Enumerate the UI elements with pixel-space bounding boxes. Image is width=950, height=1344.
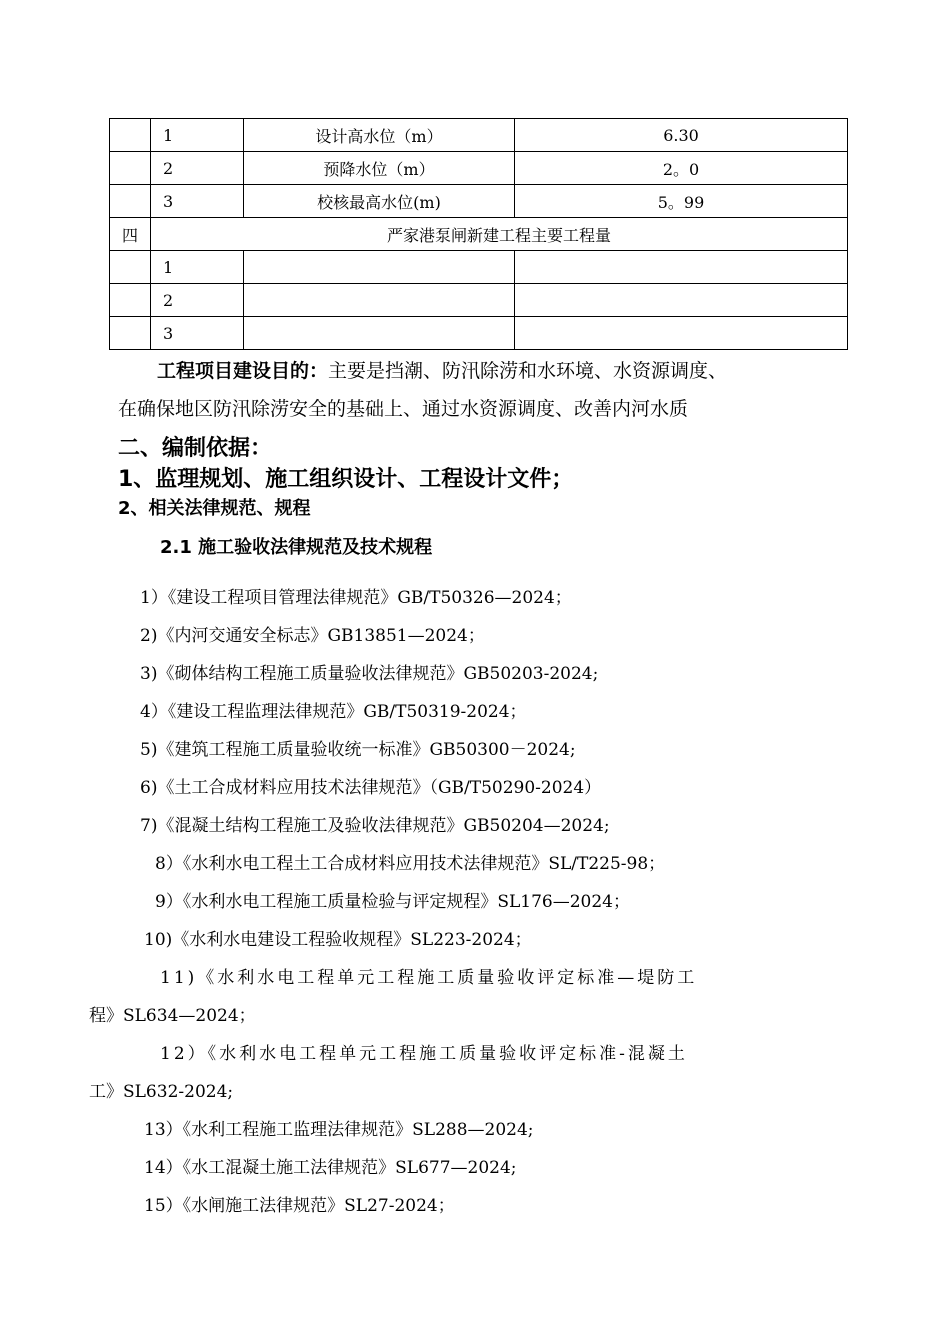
table-cell	[244, 284, 515, 317]
table-cell: 预降水位（m）	[244, 152, 515, 185]
table-cell	[515, 251, 848, 284]
reference-item: 13）《水利工程施工监理法律规范》SL288—2024;	[144, 1120, 534, 1140]
basis-item-2: 2、相关法律规范、规程	[118, 498, 311, 519]
table-cell: 1	[151, 251, 244, 284]
table-cell	[110, 284, 151, 317]
table-cell: 5。99	[515, 185, 848, 218]
reference-item: 2)《内河交通安全标志》GB13851—2024；	[140, 626, 485, 646]
table-cell	[110, 317, 151, 350]
purpose-label: 工程项目建设目的：	[157, 360, 329, 382]
table-cell: 3	[151, 317, 244, 350]
table-row	[110, 317, 848, 350]
subsection-heading: 2.1 施工验收法律规范及技术规程	[160, 537, 433, 558]
table-cell	[515, 317, 848, 350]
table-row	[110, 185, 848, 218]
reference-item: 8）《水利水电工程土工合成材料应用技术法律规范》SL/T225-98；	[155, 854, 666, 874]
table-cell: 1	[151, 119, 244, 152]
table-cell	[110, 185, 151, 218]
table-section-row	[110, 218, 848, 251]
table-cell	[110, 152, 151, 185]
table-row	[110, 251, 848, 284]
table-cell	[110, 251, 151, 284]
reference-item: 4）《建设工程监理法律规范》GB/T50319-2024；	[140, 702, 527, 722]
table-row	[110, 284, 848, 317]
table-cell: 校核最高水位(m)	[244, 185, 515, 218]
purpose-paragraph-line2: 在确保地区防汛除涝安全的基础上、通过水资源调度、改善内河水质	[118, 398, 689, 420]
table-cell	[515, 284, 848, 317]
reference-item: 11)《水利水电工程单元工程施工质量验收评定标准—堤防工	[160, 968, 698, 988]
reference-item-continued: 工》SL632-2024;	[89, 1082, 234, 1102]
reference-item: 12）《水利水电工程单元工程施工质量验收评定标准-混凝土	[160, 1044, 688, 1064]
table-cell	[110, 119, 151, 152]
table-cell: 设计高水位（m）	[244, 119, 515, 152]
table-cell: 2	[151, 152, 244, 185]
reference-item: 3)《砌体结构工程施工质量验收法律规范》GB50203-2024;	[140, 664, 599, 684]
purpose-text: 主要是挡潮、防汛除涝和水环境、水资源调度、	[328, 360, 728, 382]
reference-item: 1）《建设工程项目管理法律规范》GB/T50326—2024；	[140, 588, 572, 608]
reference-item: 15）《水闸施工法律规范》SL27-2024；	[144, 1196, 455, 1216]
table-cell	[244, 317, 515, 350]
table-section-title: 严家港泵闸新建工程主要工程量	[151, 218, 848, 251]
table-cell	[244, 251, 515, 284]
table-cell: 3	[151, 185, 244, 218]
table-cell: 2。0	[515, 152, 848, 185]
reference-item: 9）《水利水电工程施工质量检验与评定规程》SL176—2024；	[155, 892, 630, 912]
purpose-paragraph	[157, 356, 727, 383]
reference-item: 10)《水利水电建设工程验收规程》SL223-2024；	[144, 930, 532, 950]
reference-item: 6)《土工合成材料应用技术法律规范》（GB/T50290-2024）	[140, 778, 602, 798]
basis-item-1: 1、监理规划、施工组织设计、工程设计文件；	[118, 467, 574, 492]
table-row	[110, 152, 848, 185]
table-cell: 6.30	[515, 119, 848, 152]
reference-item: 7)《混凝土结构工程施工及验收法律规范》GB50204—2024;	[140, 816, 610, 836]
table-cell: 四	[110, 218, 151, 251]
engineering-data-table	[109, 118, 848, 350]
reference-item-continued: 程》SL634—2024；	[89, 1006, 256, 1026]
reference-item: 5)《建筑工程施工质量验收统一标准》GB50300－2024;	[140, 740, 576, 760]
table-row	[110, 119, 848, 152]
section-heading: 二、编制依据：	[118, 436, 273, 461]
reference-item: 14）《水工混凝土施工法律规范》SL677—2024;	[144, 1158, 517, 1178]
table-cell: 2	[151, 284, 244, 317]
